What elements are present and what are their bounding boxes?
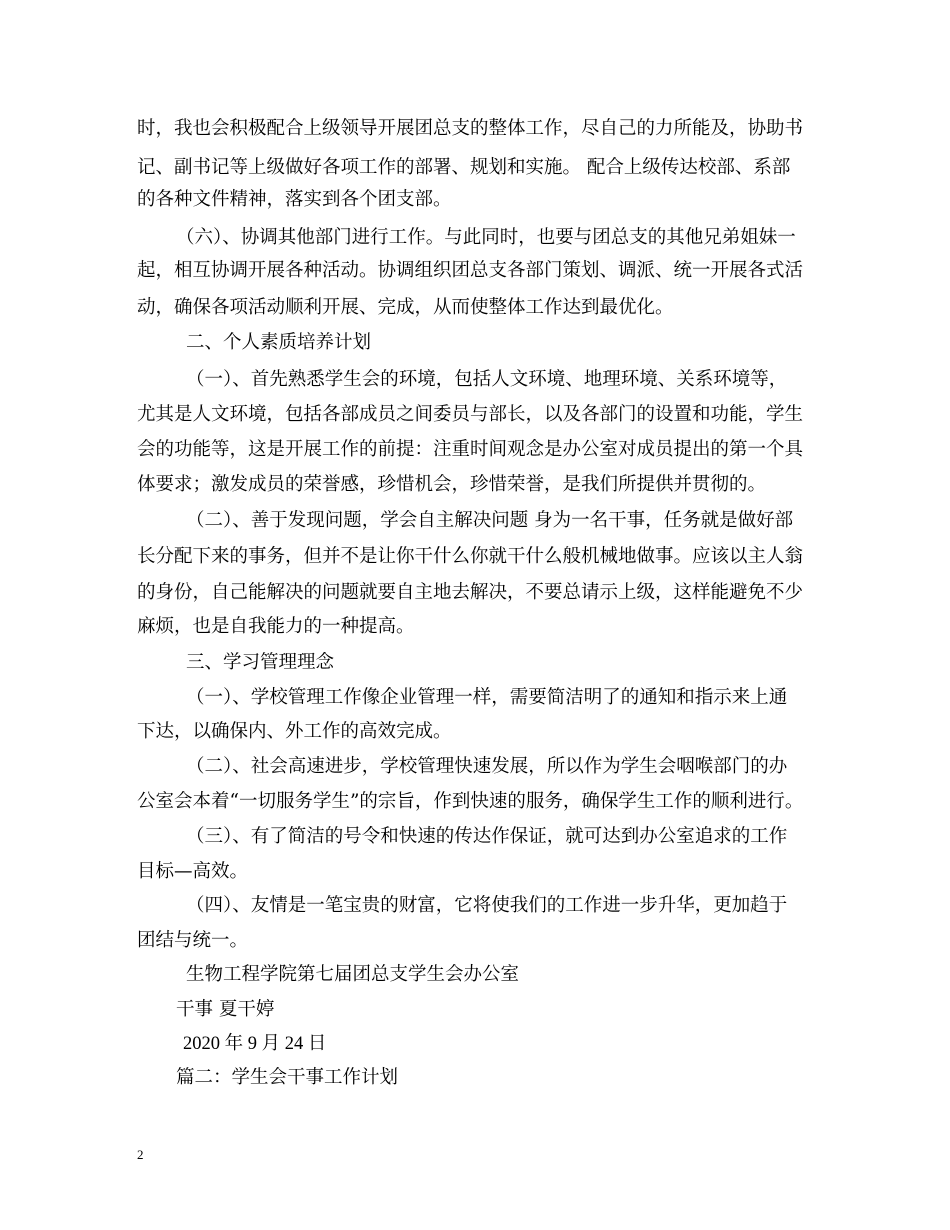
- text-line: 时，我也会积极配合上级领导开展团总支的整体工作，尽自己的力所能及，协助书: [137, 118, 804, 139]
- text-line: 公室会本着“一切服务学生”的宗旨，作到快速的服务，确保学生工作的顺利进行。: [137, 791, 804, 812]
- text-line: 下达，以确保内、外工作的高效完成。: [137, 721, 452, 742]
- text-line: 会的功能等，这是开展工作的前提：注重时间观念是办公室对成员提出的第一个具: [137, 439, 804, 460]
- text-line: 的各种文件精神，落实到各个团支部。: [137, 189, 452, 210]
- text-line: （二）、社会高速进步，学校管理快速发展，所以作为学生会咽喉部门的办: [186, 756, 788, 777]
- page-number: 2: [137, 1147, 144, 1162]
- text-line: （一）、首先熟悉学生会的环境，包括人文环境、地理环境、关系环境等，: [186, 369, 788, 390]
- signature-organization: 生物工程学院第七届团总支学生会办公室: [186, 964, 520, 985]
- text-line: （一）、学校管理工作像企业管理一样，需要简洁明了的通知和指示来上通: [186, 687, 788, 708]
- text-line: 起，相互协调开展各种活动。协调组织团总支各部门策划、调派、统一开展各式活: [137, 260, 804, 281]
- text-line: 动，确保各项活动顺利开展、完成，从而使整体工作达到最优化。: [137, 297, 674, 318]
- section-heading: 篇二：学生会干事工作计划: [176, 1067, 399, 1088]
- signature-date: 2020 年 9 月 24 日: [183, 1034, 327, 1054]
- section-heading: 三、学习管理理念: [186, 652, 335, 673]
- text-line: （二）、善于发现问题，学会自主解决问题 身为一名干事，任务就是做好部: [186, 510, 794, 531]
- text-line: （四）、友情是一笔宝贵的财富，它将使我们的工作进一步升华，更加趋于: [186, 895, 788, 916]
- text-line: （三）、有了简洁的号令和快速的传达作保证，就可达到办公室追求的工作: [186, 826, 788, 847]
- text-line: 团结与统一。: [137, 930, 249, 951]
- section-heading: 二、个人素质培养计划: [186, 332, 372, 353]
- text-line: 麻烦，也是自我能力的一种提高。: [137, 616, 415, 637]
- text-line: 长分配下来的事务，但并不是让你干什么你就干什么般机械地做事。应该以主人翁: [137, 546, 804, 567]
- text-line: （六）、协调其他部门进行工作。与此同时，也要与团总支的其他兄弟姐妹一: [176, 227, 796, 248]
- text-line: 的身份，自己能解决的问题就要自主地去解决，不要总请示上级，这样能避免不少: [137, 582, 804, 603]
- text-line: 目标—高效。: [137, 861, 249, 882]
- text-line: 尤其是人文环境，包括各部成员之间委员与部长，以及各部门的设置和功能，学生: [137, 404, 804, 425]
- text-line: 体要求；激发成员的荣誉感，珍惜机会，珍惜荣誉，是我们所提供并贯彻的。: [137, 474, 767, 495]
- signature-name: 干事 夏干婷: [176, 999, 275, 1020]
- text-line: 记、副书记等上级做好各项工作的部署、规划和实施。 配合上级传达校部、系部: [137, 157, 791, 178]
